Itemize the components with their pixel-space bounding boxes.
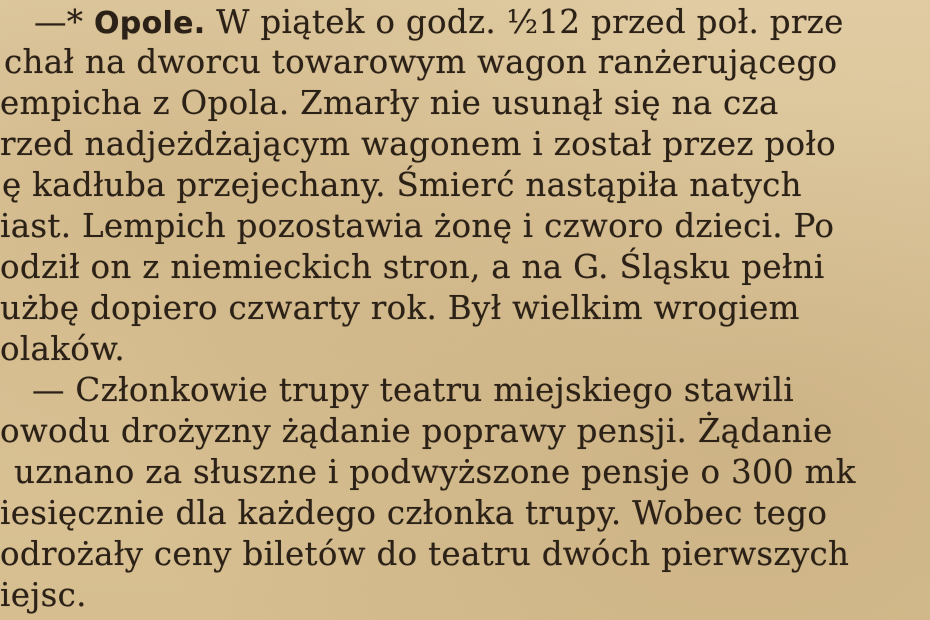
article-line-4: rzed nadjeżdżającym wagonem i został przez poło	[0, 125, 837, 163]
article-line-10: — Członkowie trupy teatru miejskiego stawili	[32, 371, 794, 409]
article-line-7: odził on z niemieckich stron, a na G. Śląsku pełni	[0, 248, 825, 286]
article-line-9: olaków.	[0, 330, 125, 368]
article-line-5: ę kadłuba przejechany. Śmierć nastąpiła natych	[2, 166, 802, 204]
article-line-3: empicha z Opola. Zmarły nie usunął się na cza	[0, 84, 779, 122]
article-line-12: uznano za słuszne i podwyższone pensje o 300 mk	[14, 453, 856, 491]
article-line-11: owodu drożyzny żądanie poprawy pensji. Żądanie	[0, 412, 833, 450]
line-text: W piątek o godz. ½12 przed poł. prze	[216, 3, 844, 41]
article-line-6: iast. Lempich pozostawia żonę i czworo dzieci. Po	[0, 207, 835, 245]
article-line-1	[34, 2, 844, 44]
article-line-8: użbę dopiero czwarty rok. Był wielkim wrogiem	[0, 289, 800, 327]
city-heading: Opole.	[94, 6, 206, 41]
article-line-14: odrożały ceny biletów do teatru dwóch pierwszych	[0, 535, 850, 573]
dash-marker: —*	[34, 3, 84, 41]
article-line-13: iesięcznie dla każdego członka trupy. Wobec tego	[0, 494, 828, 532]
article-line-15: iejsc.	[0, 576, 87, 614]
article-line-2: chał na dworcu towarowym wagon ranżerującego	[4, 43, 838, 81]
